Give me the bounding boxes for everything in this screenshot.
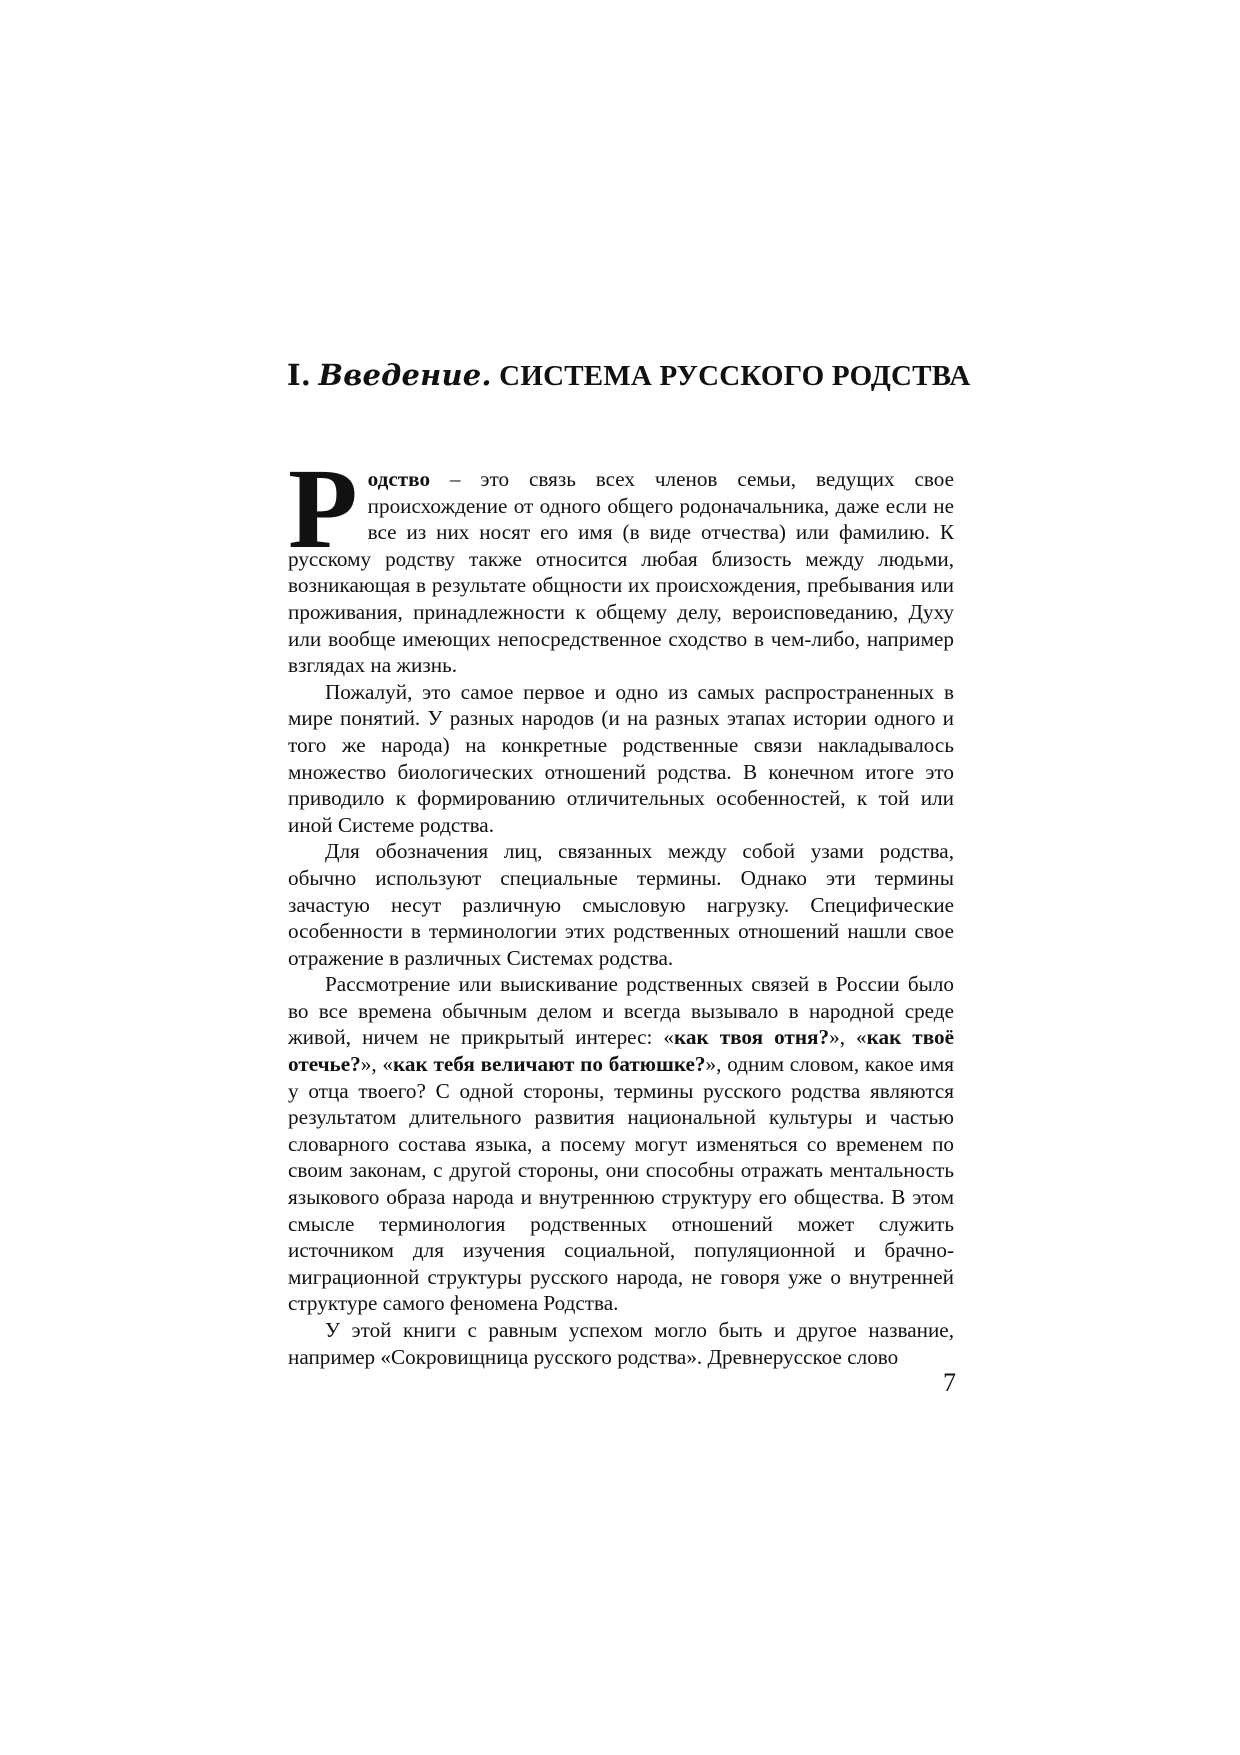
paragraph-3: Для обозначения лиц, связанных между собой узами родства, обычно используют специальные термины. Однако эти термины зачастую несут различную смысловую нагрузку. Специфические особенности в терминологии этих родственных отношений нашли свое отражение в различных Системах родства.	[288, 839, 954, 970]
paragraph-1-text: – это связь всех членов семьи, ведущих свое происхождение от одного общего родоначальника, даже если не все из них носят его имя (в виде отчества) или фамилию. К русскому родству также относится любая близость между людьми, возникающая в результате общности их происхождения, пребывания или проживания, принадлежности к общему делу, вероисповеданию, Духу или вообще имеющих непосредственное сходство в чем-либо, например взглядах на жизнь.	[288, 467, 954, 678]
chapter-title-text: СИСТЕМА РУССКОГО РОДСТВА	[499, 360, 971, 392]
paragraph-4-text-3: », «	[360, 1052, 394, 1077]
quote-velichayut: как тебя величают по батюшке?	[393, 1052, 706, 1077]
quote-otechye: как твоё отечье?	[288, 1025, 954, 1077]
paragraph-5: У этой книги с равным успехом могло быть и другое название, например «Сокровищница русского родства». Древнерусское слово	[288, 1318, 954, 1369]
paragraph-4-text-4: », одним словом, какое имя у отца твоего? С одной стороны, термины русского родства являются результатом длительного развития национальной культуры и частью словарного состава языка, а посему могут изменяться со временем по своим законам, с другой стороны, они способны отражать ментальность языкового образа народа и внутреннюю структуру его общества. В этом смысле терминология родственных отношений может служить источником для изучения социальной, популяционной и брачно-миграционной структуры русского народа, не говоря уже о внутренней структуре самого феномена Родства.	[288, 1052, 955, 1316]
paragraph-1	[288, 445, 954, 679]
body-text	[288, 445, 955, 1370]
chapter-title	[287, 357, 971, 394]
paragraph-4-text-1: Рассмотрение или выискивание родственных связей в России было во все времена обычным делом и всегда вызывало в народной среде живой, ничем не прикрытый интерес: «	[288, 972, 954, 1050]
drop-cap: Р	[288, 445, 358, 572]
paragraph-2: Пожалуй, это самое первое и одно из самых распространенных в мире понятий. У разных народов (и на разных этапах истории одного и того же народа) на конкретные родственные связи накладывалось множество биологических отношений родства. В конечном итоге это приводило к формированию отличительных особенностей, к той или иной Системе родства.	[288, 679, 954, 837]
paragraph-4	[288, 971, 954, 1317]
page-number: 7	[943, 1368, 956, 1397]
chapter-number: I.	[287, 358, 312, 392]
paragraph-4-text-2: », «	[829, 1025, 867, 1050]
chapter-ornate-word: Введение.	[318, 358, 492, 392]
quote-otnya: как твоя отня?	[674, 1025, 830, 1050]
lead-word: одство	[367, 467, 431, 491]
